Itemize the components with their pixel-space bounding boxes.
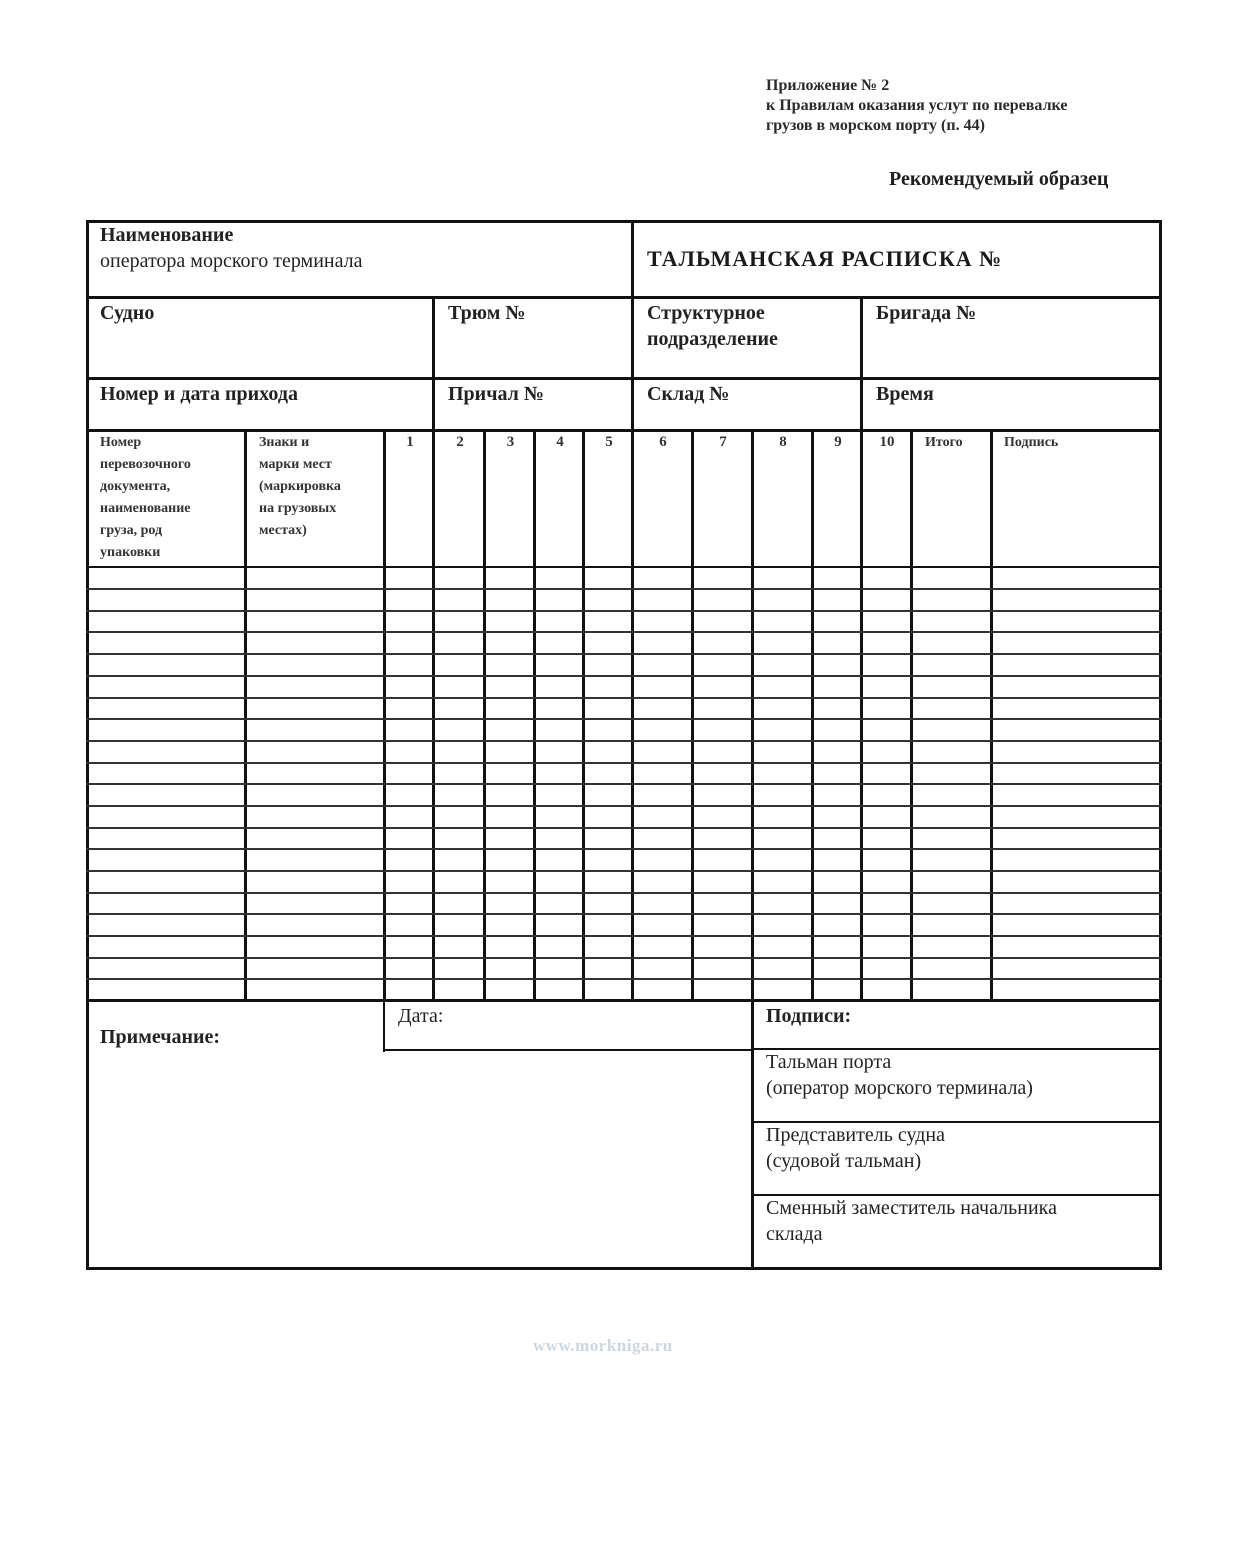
warehouse-label: Склад №	[647, 383, 730, 405]
col-header-5: 5	[605, 434, 613, 450]
table-row[interactable]	[87, 742, 1160, 762]
divider-date-left	[383, 999, 385, 1052]
operator-name-label-2: оператора морского терминала	[100, 250, 363, 272]
divider-grid-bottom	[86, 999, 1162, 1002]
deputy-label-1: Сменный заместитель начальника	[766, 1197, 1057, 1219]
ship-representative-signature-field[interactable]	[766, 1122, 945, 1174]
time-label: Время	[876, 383, 934, 405]
col-header-9: 9	[834, 434, 842, 450]
note-field[interactable]	[100, 1024, 220, 1050]
divider-row1	[86, 296, 1162, 299]
divider-hold	[432, 296, 435, 430]
appendix-reference	[766, 76, 1067, 136]
deputy-head-signature-field[interactable]	[766, 1195, 1057, 1247]
table-row[interactable]	[87, 959, 1160, 978]
ship-rep-label-1: Представитель судна	[766, 1124, 945, 1146]
col-header-document	[100, 432, 191, 564]
col-header-10: 10	[879, 434, 895, 450]
divider-row3	[86, 429, 1162, 432]
table-row[interactable]	[87, 785, 1160, 805]
arrival-label: Номер и дата прихода	[100, 383, 298, 405]
hold-label: Трюм №	[448, 302, 526, 324]
border-bottom	[86, 1267, 1162, 1270]
table-row[interactable]	[87, 568, 1160, 588]
divider-signatures	[751, 999, 754, 1269]
vessel-field[interactable]	[100, 300, 154, 326]
vessel-label: Судно	[100, 302, 155, 324]
watermark: www.morkniga.ru	[533, 1336, 673, 1355]
structural-unit-label-2: подразделение	[647, 328, 778, 350]
table-row[interactable]	[87, 699, 1160, 718]
col-header-document-line: Номер	[100, 435, 142, 450]
table-row[interactable]	[87, 655, 1160, 675]
col-header-8: 8	[779, 434, 787, 450]
col-header-document-line: перевозочного	[100, 457, 191, 472]
date-field[interactable]	[398, 1003, 443, 1029]
col-header-6: 6	[659, 434, 667, 450]
date-label: Дата:	[398, 1005, 444, 1027]
port-tallyman-signature-field[interactable]	[766, 1049, 1033, 1101]
table-row[interactable]	[87, 850, 1160, 870]
note-label: Примечание:	[100, 1026, 221, 1048]
col-header-4: 4	[556, 434, 564, 450]
col-header-document-line: груза, род	[100, 523, 163, 538]
table-row[interactable]	[87, 872, 1160, 892]
recommended-sample-label: Рекомендуемый образец	[889, 168, 1109, 190]
divider-date-bottom	[383, 1049, 753, 1051]
col-header-marks-line: Знаки и	[259, 435, 310, 450]
operator-name-field[interactable]	[100, 222, 363, 274]
col-header-document-line: документа,	[100, 479, 171, 494]
table-row[interactable]	[87, 612, 1160, 631]
col-header-marks-line: (маркировка	[259, 479, 341, 494]
col-header-document-line: упаковки	[100, 545, 161, 560]
hold-field[interactable]	[448, 300, 525, 326]
ship-rep-label-2: (судовой тальман)	[766, 1150, 922, 1172]
col-header-document-line: наименование	[100, 501, 191, 516]
col-header-marks-line: на грузовых	[259, 501, 337, 516]
appendix-line-3: грузов в морском порту (п. 44)	[766, 117, 985, 134]
col-header-marks-line: местах)	[259, 523, 307, 538]
divider-brigade	[860, 296, 863, 430]
signatures-heading: Подписи:	[766, 1005, 852, 1027]
col-header-2: 2	[456, 434, 464, 450]
table-row[interactable]	[87, 764, 1160, 783]
berth-label: Причал №	[448, 383, 544, 405]
table-row[interactable]	[87, 633, 1160, 653]
berth-field[interactable]	[448, 381, 544, 407]
divider-title	[631, 220, 634, 430]
table-row[interactable]	[87, 590, 1160, 610]
tally-receipt-title: ТАЛЬМАНСКАЯ РАСПИСКА №	[647, 246, 1003, 271]
col-header-3: 3	[506, 434, 515, 450]
table-row[interactable]	[87, 894, 1160, 913]
port-tallyman-label-1: Тальман порта	[766, 1051, 892, 1073]
col-header-total: Итого	[925, 435, 963, 450]
col-header-signature: Подпись	[1004, 435, 1059, 450]
table-row[interactable]	[87, 829, 1160, 848]
arrival-field[interactable]	[100, 381, 298, 407]
col-header-marks	[259, 432, 341, 542]
col-header-marks-line: марки мест	[259, 457, 332, 472]
col-header-7: 7	[719, 434, 727, 450]
table-row[interactable]	[87, 937, 1160, 957]
structural-unit-label-1: Структурное	[647, 302, 765, 324]
appendix-line-2: к Правилам оказания услут по перевалке	[766, 97, 1068, 114]
brigade-label: Бригада №	[876, 302, 977, 324]
table-row[interactable]	[87, 915, 1160, 935]
table-row[interactable]	[87, 807, 1160, 827]
table-row[interactable]	[87, 720, 1160, 740]
table-row[interactable]	[87, 677, 1160, 697]
port-tallyman-label-2: (оператор морского терминала)	[766, 1077, 1033, 1099]
warehouse-field[interactable]	[647, 381, 729, 407]
time-field[interactable]	[876, 381, 934, 407]
brigade-field[interactable]	[876, 300, 976, 326]
table-row[interactable]	[87, 980, 1160, 999]
appendix-line-1: Приложение № 2	[766, 77, 890, 94]
structural-unit-field[interactable]	[647, 300, 778, 352]
operator-name-label-1: Наименование	[100, 224, 234, 246]
divider-row2	[86, 377, 1162, 380]
deputy-label-2: склада	[766, 1223, 823, 1245]
col-header-1: 1	[406, 434, 414, 450]
